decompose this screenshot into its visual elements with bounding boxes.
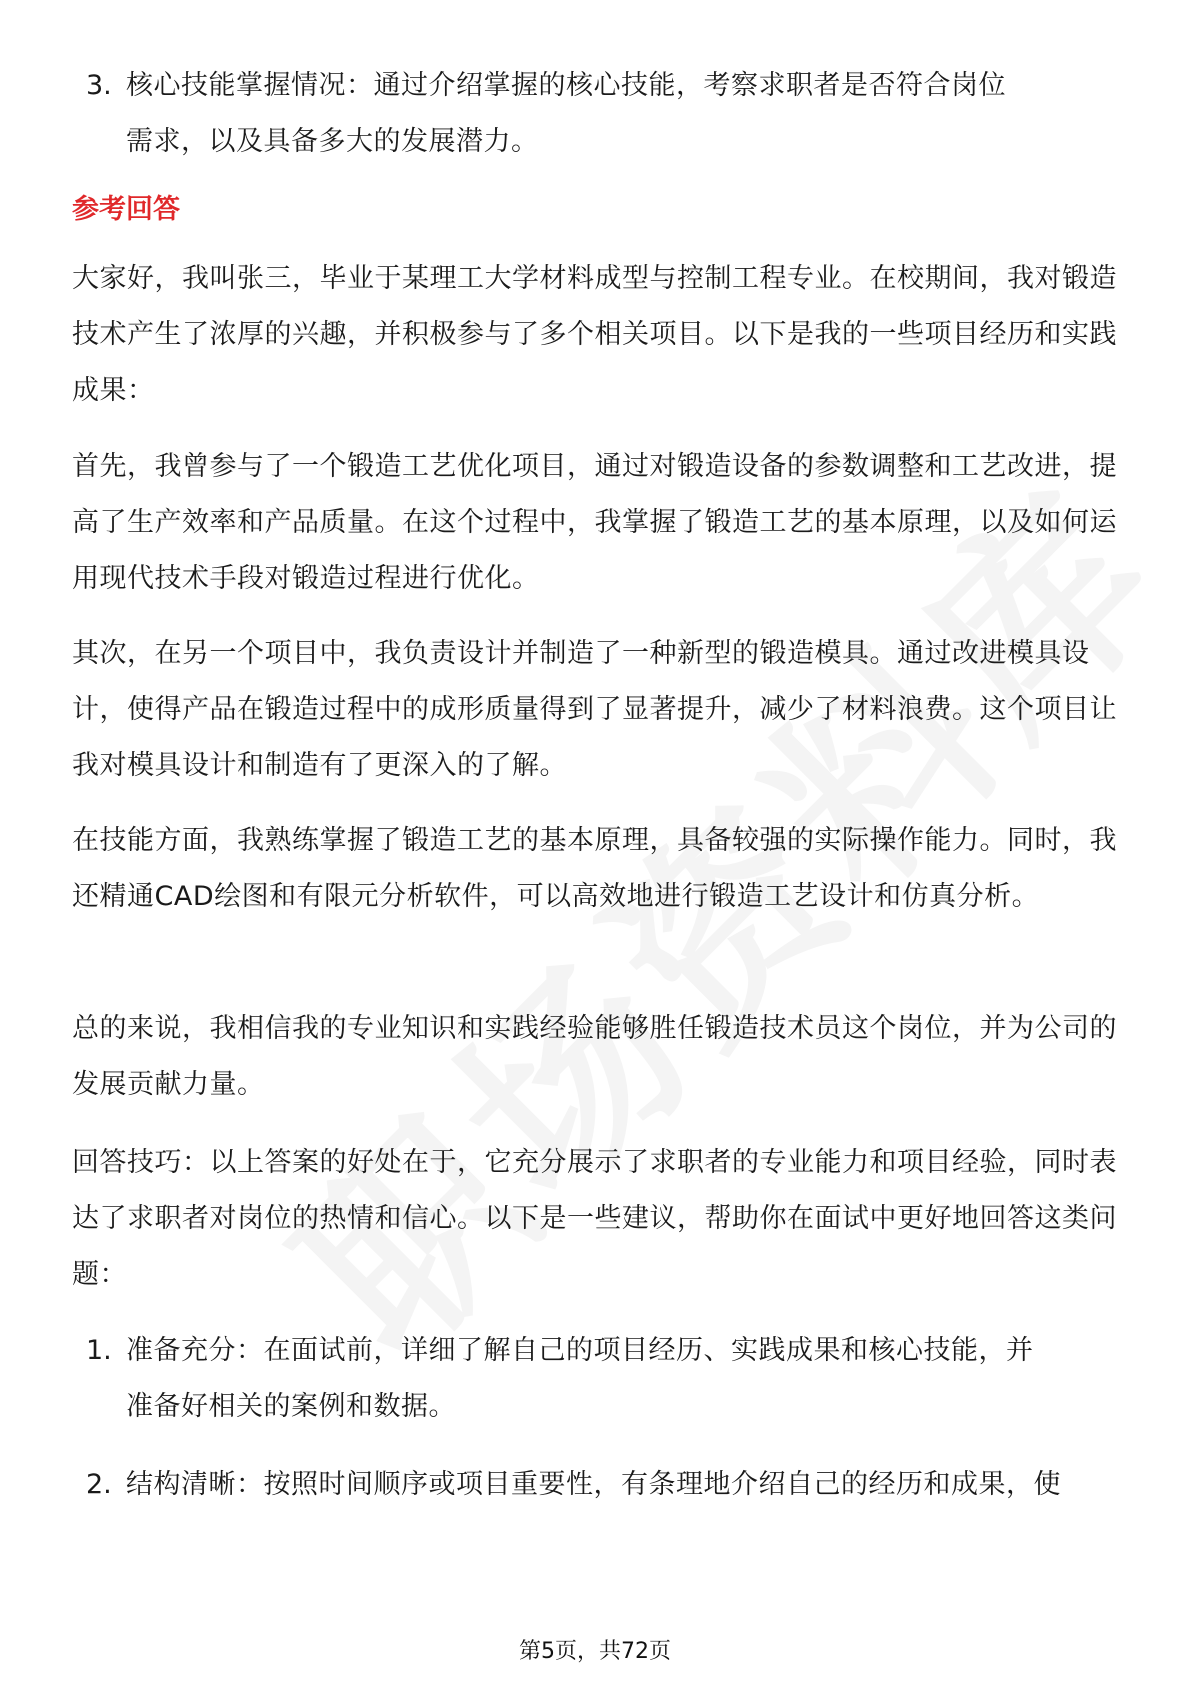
list-item-1: [72, 1323, 1118, 1435]
list-item-3: [72, 58, 1118, 170]
paragraph-skills: 在技能方面，我熟练掌握了锻造工艺的基本原理，具备较强的实际操作能力。同时，我还精通CAD绘图和有限元分析软件，可以高效地进行锻造工艺设计和仿真分析。: [72, 825, 1117, 912]
paragraph-first-project: 首先，我曾参与了一个锻造工艺优化项目，通过对锻造设备的参数调整和工艺改进，提高了生产效率和产品质量。在这个过程中，我掌握了锻造工艺的基本原理，以及如何运用现代技术手段对锻造过程进行优化。: [72, 451, 1117, 594]
paragraph-summary: 总的来说，我相信我的专业知识和实践经验能够胜任锻造技术员这个岗位，并为公司的发展贡献力量。: [72, 1013, 1117, 1100]
list-item-2: [72, 1457, 1118, 1513]
paragraph-second-project: 其次，在另一个项目中，我负责设计并制造了一种新型的锻造模具。通过改进模具设计，使得产品在锻造过程中的成形质量得到了显著提升，减少了材料浪费。这个项目让我对模具设计和制造有了更深入的了解。: [72, 638, 1117, 781]
list-text: 结构清晰：按照时间顺序或项目重要性，有条理地介绍自己的经历和成果，使: [126, 1469, 1061, 1500]
list-number: 2.: [86, 1469, 112, 1500]
section-title: 参考回答: [72, 194, 180, 225]
page-footer: 第5页，共72页: [519, 1639, 671, 1664]
paragraph-answer-tips: 回答技巧：以上答案的好处在于，它充分展示了求职者的专业能力和项目经验，同时表达了求职者对岗位的热情和信心。以下是一些建议，帮助你在面试中更好地回答这类问题：: [72, 1147, 1117, 1290]
list-number: 1.: [86, 1335, 112, 1366]
list-text: 准备充分：在面试前，详细了解自己的项目经历、实践成果和核心技能，并准备好相关的案例和数据。: [126, 1335, 1034, 1422]
list-text: 核心技能掌握情况：通过介绍掌握的核心技能，考察求职者是否符合岗位需求，以及具备多大的发展潜力。: [126, 70, 1006, 157]
list-number: 3.: [86, 70, 112, 101]
paragraph-intro: 大家好，我叫张三，毕业于某理工大学材料成型与控制工程专业。在校期间，我对锻造技术产生了浓厚的兴趣，并积极参与了多个相关项目。以下是我的一些项目经历和实践成果：: [72, 263, 1117, 406]
document-page: [72, 0, 1118, 1684]
